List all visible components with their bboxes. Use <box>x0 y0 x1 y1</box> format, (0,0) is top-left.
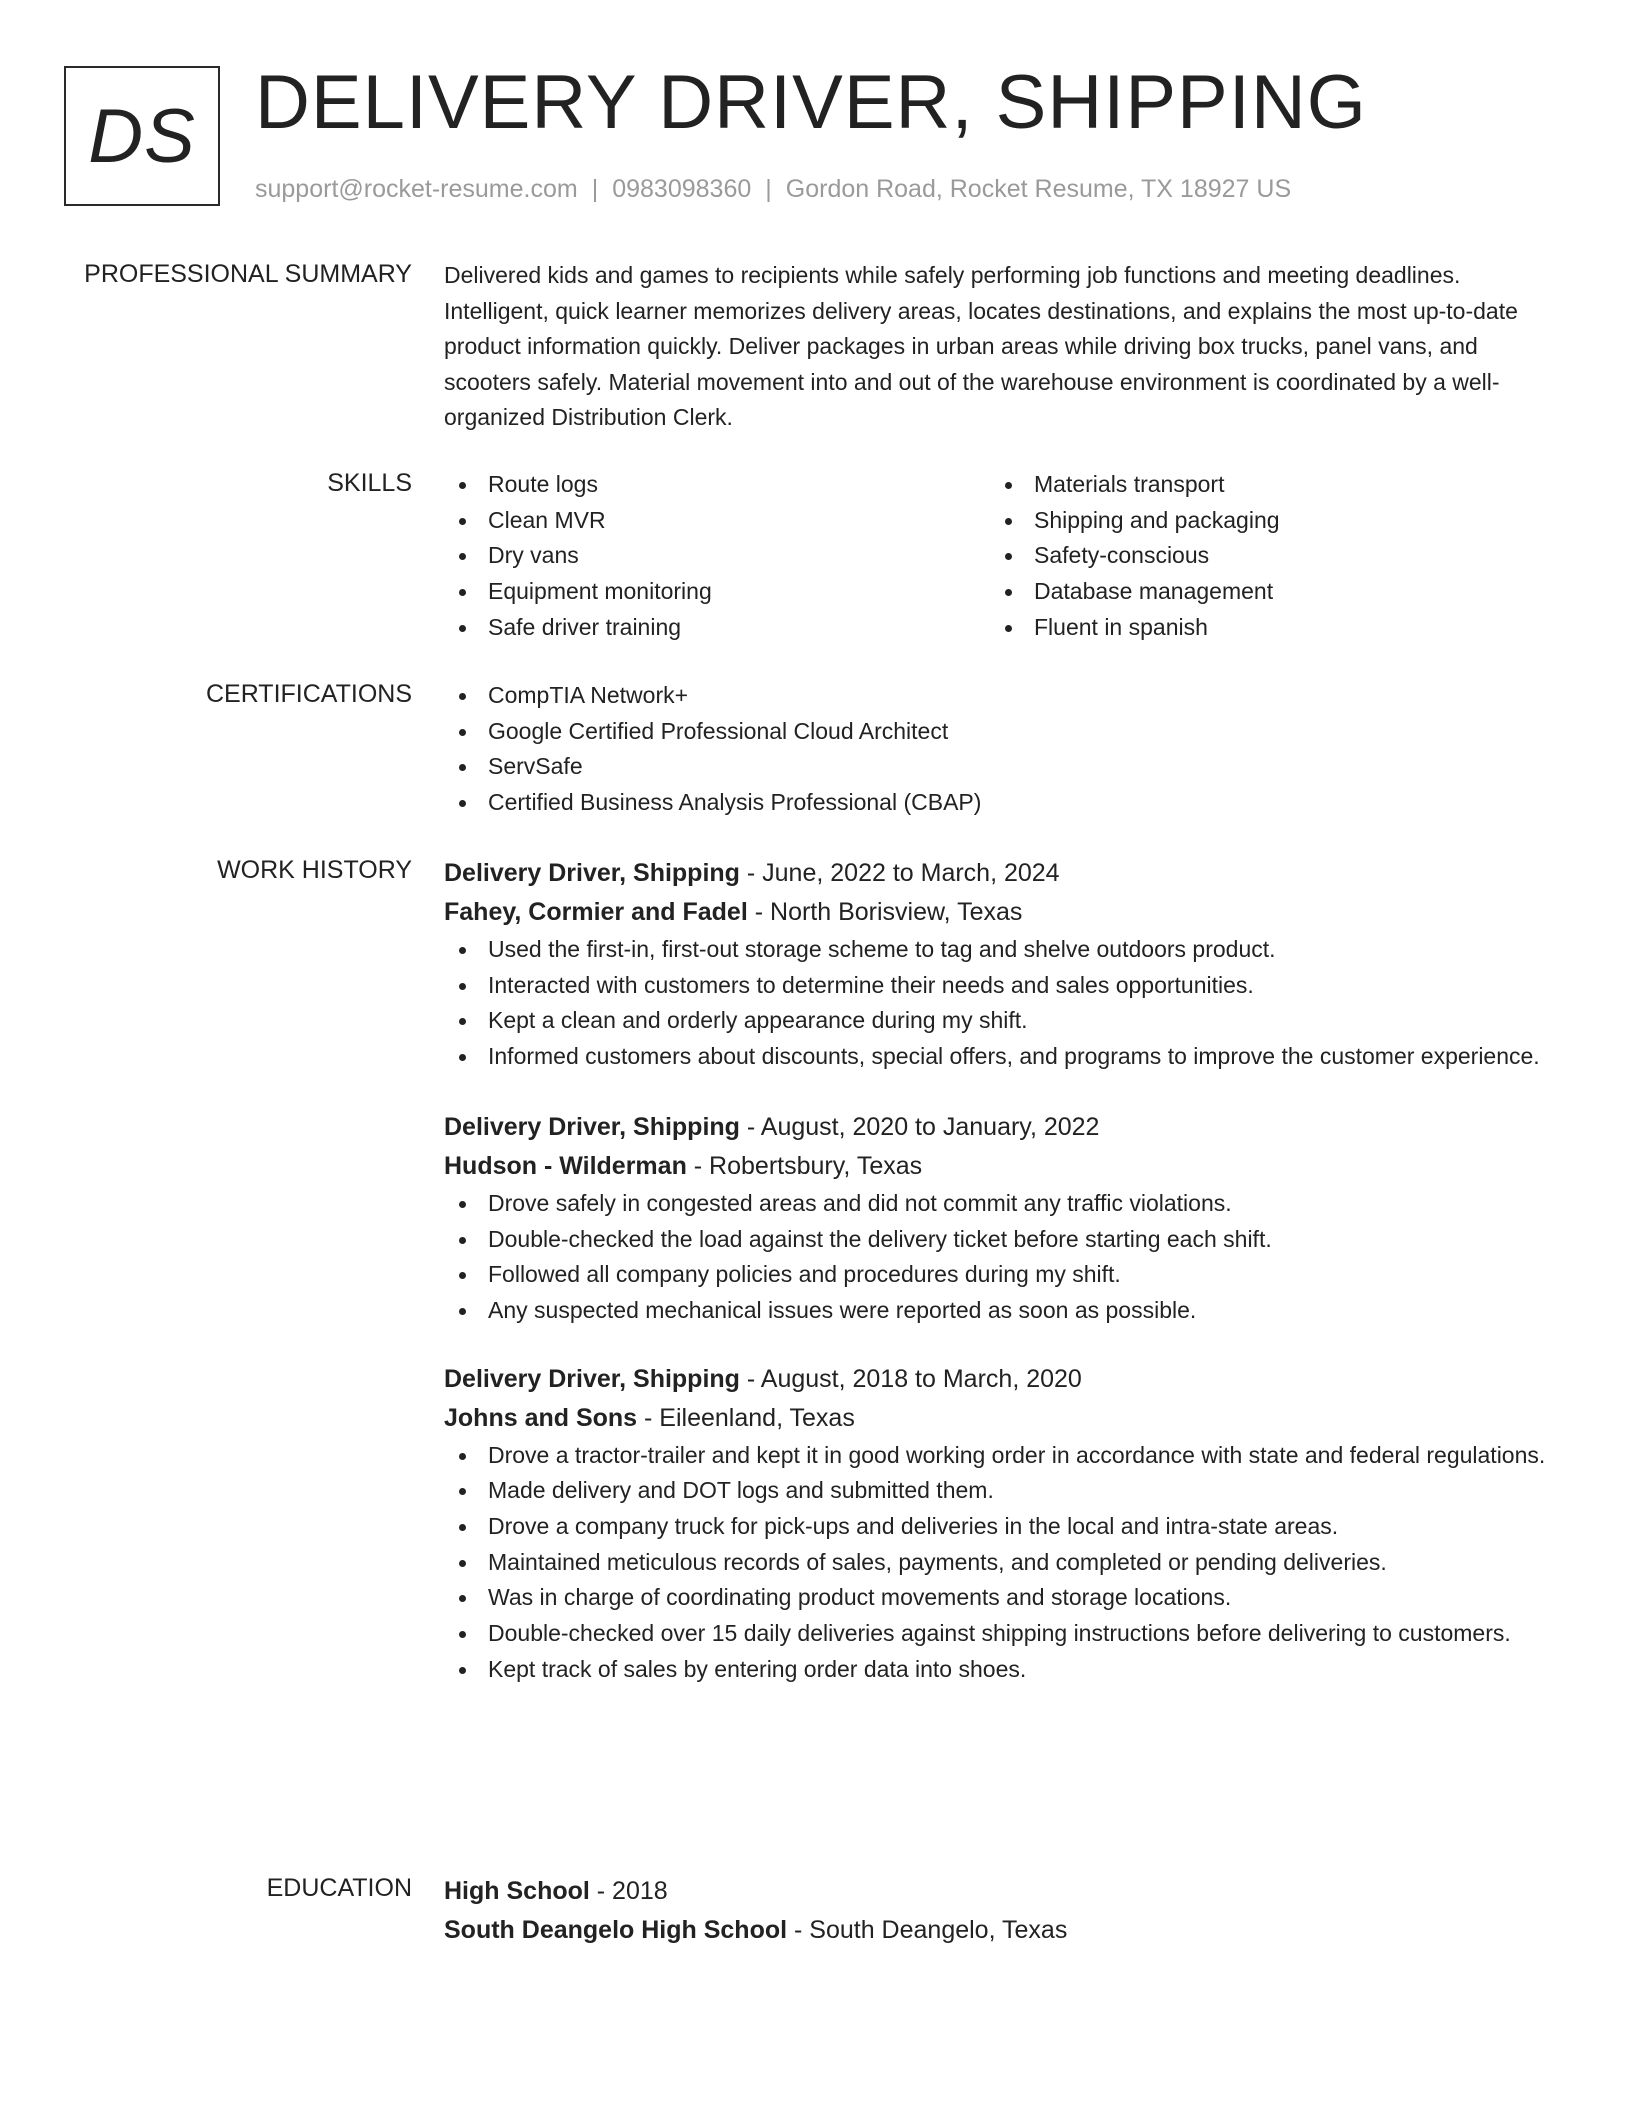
section-label-summary: PROFESSIONAL SUMMARY <box>84 260 412 288</box>
skills-column-right <box>990 467 1536 646</box>
list-item: Made delivery and DOT logs and submitted them. <box>444 1473 1550 1509</box>
list-item: Interacted with customers to determine their needs and sales opportunities. <box>444 968 1550 1004</box>
job-location: - Robertsbury, Texas <box>686 1151 923 1180</box>
contact-address: Gordon Road, Rocket Resume, TX 18927 US <box>785 175 1292 203</box>
contact-separator: | <box>765 175 772 203</box>
list-item: Materials transport <box>990 467 1536 503</box>
contact-separator: | <box>591 175 599 203</box>
contact-phone: 0983098360 <box>612 175 752 203</box>
candidate-name: DELIVERY DRIVER, SHIPPING <box>255 60 1367 145</box>
job-company-line <box>444 1147 1550 1186</box>
job-company: Johns and Sons <box>444 1403 638 1432</box>
list-item: Followed all company policies and procedures during my shift. <box>444 1257 1550 1293</box>
job-entry <box>444 1360 1550 1688</box>
education-school: South Deangelo High School <box>444 1916 788 1944</box>
list-item: Kept track of sales by entering order data into shoes. <box>444 1652 1550 1688</box>
summary-body <box>444 258 1550 436</box>
monogram-logo: DS <box>64 66 220 206</box>
list-item: Clean MVR <box>444 503 990 539</box>
list-item: Drove safely in congested areas and did not commit any traffic violations. <box>444 1186 1550 1222</box>
list-item: Safety-conscious <box>990 538 1536 574</box>
certifications-list <box>444 678 1550 821</box>
list-item: Database management <box>990 574 1536 610</box>
list-item: Drove a tractor-trailer and kept it in good working order in accordance with state and federal regulations. <box>444 1438 1550 1474</box>
job-title: Delivery Driver, Shipping <box>444 1364 740 1393</box>
education-degree: High School <box>444 1877 590 1905</box>
list-item: Equipment monitoring <box>444 574 990 610</box>
list-item: Shipping and packaging <box>990 503 1536 539</box>
job-dates: - August, 2020 to January, 2022 <box>739 1112 1100 1141</box>
job-bullet-list <box>444 932 1550 1075</box>
job-location: - Eileenland, Texas <box>637 1403 855 1432</box>
job-title: Delivery Driver, Shipping <box>444 859 740 887</box>
job-company-line <box>444 893 1550 932</box>
list-item: Drove a company truck for pick-ups and deliveries in the local and intra-state areas. <box>444 1509 1550 1545</box>
education-school-line <box>444 1911 1550 1950</box>
section-label-work-history: WORK HISTORY <box>217 856 412 884</box>
job-title: Delivery Driver, Shipping <box>444 1112 740 1141</box>
job-dates: - August, 2018 to March, 2020 <box>739 1364 1082 1393</box>
job-title-line <box>444 1108 1550 1147</box>
certifications-body <box>444 678 1550 821</box>
job-entry <box>444 1108 1550 1329</box>
list-item: Fluent in spanish <box>990 610 1536 646</box>
education-degree-line <box>444 1872 1550 1911</box>
list-item: Google Certified Professional Cloud Architect <box>444 714 1550 750</box>
job-title-line <box>444 1360 1550 1399</box>
list-item: Dry vans <box>444 538 990 574</box>
job-entry <box>444 854 1550 1075</box>
skills-body <box>444 467 1550 646</box>
skills-list <box>444 467 990 646</box>
job-company-line <box>444 1399 1550 1438</box>
skills-list <box>990 467 1536 646</box>
list-item: Double-checked the load against the delivery ticket before starting each shift. <box>444 1222 1550 1258</box>
list-item: Safe driver training <box>444 610 990 646</box>
section-label-certifications: CERTIFICATIONS <box>205 680 412 708</box>
list-item: Informed customers about discounts, special offers, and programs to improve the customer experience. <box>444 1039 1550 1075</box>
list-item: Kept a clean and orderly appearance during my shift. <box>444 1003 1550 1039</box>
contact-line <box>255 174 1291 204</box>
summary-text: Delivered kids and games to recipients while safely performing job functions and meeting deadlines. Intelligent, quick learner memorizes delivery areas, locates destinations, and explains the most up-to-date product information quickly. Deliver packages in urban areas while driving box trucks, panel vans, and scooters safely. Material movement into and out of the warehouse environment is coordinated by a well-organized Distribution Clerk. <box>444 262 1518 431</box>
list-item: ServSafe <box>444 749 1550 785</box>
list-item: Double-checked over 15 daily deliveries against shipping instructions before delivering to customers. <box>444 1616 1550 1652</box>
list-item: Was in charge of coordinating product movements and storage locations. <box>444 1580 1550 1616</box>
skills-column-left <box>444 467 990 646</box>
contact-email: support@rocket-resume.com <box>255 175 578 203</box>
section-label-skills: SKILLS <box>327 469 412 497</box>
job-bullet-list <box>444 1438 1550 1688</box>
job-dates: - June, 2022 to March, 2024 <box>739 859 1060 887</box>
list-item: Any suspected mechanical issues were reported as soon as possible. <box>444 1293 1550 1329</box>
list-item: Route logs <box>444 467 990 503</box>
list-item: CompTIA Network+ <box>444 678 1550 714</box>
education-location: - South Deangelo, Texas <box>787 1916 1068 1944</box>
list-item: Used the first-in, first-out storage scheme to tag and shelve outdoors product. <box>444 932 1550 968</box>
job-location: - North Borisview, Texas <box>747 898 1023 926</box>
job-company: Fahey, Cormier and Fadel <box>444 898 748 926</box>
education-body <box>444 1872 1550 1950</box>
list-item: Certified Business Analysis Professional (CBAP) <box>444 785 1550 821</box>
job-company: Hudson - Wilderman <box>444 1151 687 1180</box>
job-title-line <box>444 854 1550 893</box>
section-label-education: EDUCATION <box>266 1874 412 1902</box>
education-year: - 2018 <box>589 1877 668 1905</box>
job-bullet-list <box>444 1186 1550 1329</box>
list-item: Maintained meticulous records of sales, payments, and completed or pending deliveries. <box>444 1545 1550 1581</box>
work-history-body <box>444 854 1550 1688</box>
